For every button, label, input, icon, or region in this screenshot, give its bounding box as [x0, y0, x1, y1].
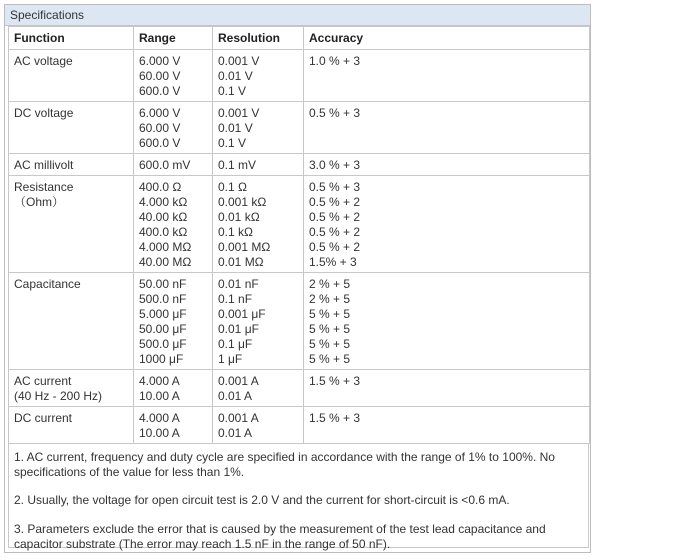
accuracy-value: 5 % + 5: [309, 337, 351, 351]
accuracy-value: 5 % + 5: [309, 307, 351, 321]
function-cell: [9, 407, 134, 444]
table-row: [9, 176, 590, 273]
resolution-cell: [213, 102, 304, 154]
resolution-value: 0.01 V: [218, 121, 253, 135]
function-value: （Ohm）: [14, 195, 65, 209]
resolution-value: 0.01 A: [218, 389, 253, 403]
note-2: 2. Usually, the voltage for open circuit test is 2.0 V and the current for short-circuit is <0.6 mA.: [14, 493, 510, 507]
function-value: AC millivolt: [14, 158, 74, 172]
function-value: AC voltage: [14, 54, 73, 68]
resolution-value: 0.01 μF: [218, 322, 259, 336]
accuracy-value: 0.5 % + 2: [309, 195, 361, 209]
table-row: [9, 50, 590, 102]
accuracy-value: 0.5 % + 2: [309, 225, 361, 239]
resolution-value: 0.001 μF: [218, 307, 266, 321]
panel-title: Specifications: [5, 5, 590, 26]
accuracy-cell: [304, 102, 590, 154]
accuracy-cell: [304, 50, 590, 102]
accuracy-value: 2 % + 5: [309, 292, 351, 306]
resolution-value: 0.01 kΩ: [218, 210, 260, 224]
resolution-value: 1 μF: [218, 352, 243, 366]
accuracy-value: 0.5 % + 3: [309, 180, 361, 194]
accuracy-cell: [304, 273, 590, 370]
function-value: AC current: [14, 374, 72, 388]
resolution-value: 0.1 Ω: [218, 180, 247, 194]
range-value: 500.0 nF: [139, 292, 187, 306]
resolution-value: 0.1 μF: [218, 337, 253, 351]
range-value: 60.00 V: [139, 121, 181, 135]
resolution-value: 0.1 kΩ: [218, 225, 253, 239]
resolution-value: 0.1 nF: [218, 292, 253, 306]
resolution-cell: [213, 370, 304, 407]
range-value: 600.0 mV: [139, 158, 191, 172]
resolution-value: 0.001 V: [218, 54, 260, 68]
resolution-value: 0.01 MΩ: [218, 255, 264, 269]
resolution-value: 0.001 MΩ: [218, 240, 271, 254]
function-cell: [9, 102, 134, 154]
accuracy-value: 3.0 % + 3: [309, 158, 361, 172]
header-accuracy: Accuracy: [304, 27, 590, 50]
accuracy-value: 1.5 % + 3: [309, 411, 361, 425]
range-value: 60.00 V: [139, 69, 181, 83]
range-value: 1000 μF: [139, 352, 184, 366]
accuracy-value: 5 % + 5: [309, 352, 351, 366]
range-cell: [134, 50, 213, 102]
resolution-value: 0.001 A: [218, 411, 259, 425]
table-row: [9, 102, 590, 154]
resolution-value: 0.01 V: [218, 69, 253, 83]
function-value: DC voltage: [14, 106, 74, 120]
header-range: Range: [134, 27, 213, 50]
range-cell: [134, 102, 213, 154]
accuracy-cell: [304, 370, 590, 407]
range-value: 400.0 Ω: [139, 180, 182, 194]
note-1: 1. AC current, frequency and duty cycle are specified in accordance with the range of 1% to 100%. No specifications of the value for less than 1%.: [14, 450, 555, 479]
resolution-cell: [213, 50, 304, 102]
note-3: 3. Parameters exclude the error that is caused by the measurement of the test lead capacitance and capacitor substrate (The error may reach 1.5 nF in the range of 50 nF).: [14, 522, 546, 551]
range-value: 40.00 kΩ: [139, 210, 188, 224]
function-value: Resistance: [14, 180, 74, 194]
range-value: 6.000 V: [139, 54, 181, 68]
range-value: 4.000 kΩ: [139, 195, 188, 209]
accuracy-value: 0.5 % + 2: [309, 210, 361, 224]
table-row: [9, 154, 590, 176]
resolution-value: 0.01 A: [218, 426, 253, 440]
range-value: 4.000 A: [139, 374, 180, 388]
accuracy-value: 1.0 % + 3: [309, 54, 361, 68]
range-cell: [134, 407, 213, 444]
range-value: 40.00 MΩ: [139, 255, 192, 269]
range-value: 10.00 A: [139, 389, 180, 403]
range-value: 10.00 A: [139, 426, 180, 440]
resolution-cell: [213, 154, 304, 176]
range-value: 400.0 kΩ: [139, 225, 188, 239]
resolution-value: 0.001 kΩ: [218, 195, 267, 209]
resolution-value: 0.1 V: [218, 136, 247, 150]
specifications-panel: [4, 4, 591, 553]
table-row: [9, 273, 590, 370]
header-row: [9, 27, 590, 50]
range-cell: [134, 273, 213, 370]
function-cell: [9, 176, 134, 273]
table-row: [9, 407, 590, 444]
table-row: [9, 370, 590, 407]
header-resolution: Resolution: [213, 27, 304, 50]
table-body: [9, 50, 590, 444]
accuracy-cell: [304, 407, 590, 444]
range-value: 5.000 μF: [139, 307, 187, 321]
accuracy-value: 5 % + 5: [309, 322, 351, 336]
function-cell: [9, 370, 134, 407]
accuracy-value: 2 % + 5: [309, 277, 351, 291]
resolution-value: 0.1 V: [218, 84, 247, 98]
specifications-table: [8, 26, 590, 444]
range-value: 600.0 V: [139, 84, 181, 98]
range-value: 4.000 A: [139, 411, 180, 425]
range-value: 4.000 MΩ: [139, 240, 192, 254]
range-cell: [134, 176, 213, 273]
function-value: Capacitance: [14, 277, 81, 291]
notes-section: [8, 444, 589, 551]
range-cell: [134, 154, 213, 176]
function-value: DC current: [14, 411, 73, 425]
range-cell: [134, 370, 213, 407]
resolution-value: 0.001 V: [218, 106, 260, 120]
function-cell: [9, 154, 134, 176]
resolution-value: 0.01 nF: [218, 277, 259, 291]
function-value: (40 Hz - 200 Hz): [14, 389, 103, 403]
range-value: 600.0 V: [139, 136, 181, 150]
accuracy-cell: [304, 176, 590, 273]
accuracy-value: 1.5 % + 3: [309, 374, 361, 388]
range-value: 500.0 μF: [139, 337, 187, 351]
accuracy-cell: [304, 154, 590, 176]
resolution-cell: [213, 273, 304, 370]
resolution-value: 0.1 mV: [218, 158, 257, 172]
range-value: 50.00 nF: [139, 277, 187, 291]
function-cell: [9, 50, 134, 102]
resolution-cell: [213, 407, 304, 444]
accuracy-value: 1.5% + 3: [309, 255, 357, 269]
header-function: Function: [9, 27, 134, 50]
accuracy-value: 0.5 % + 3: [309, 106, 361, 120]
resolution-value: 0.001 A: [218, 374, 259, 388]
range-value: 50.00 μF: [139, 322, 187, 336]
range-value: 6.000 V: [139, 106, 181, 120]
accuracy-value: 0.5 % + 2: [309, 240, 361, 254]
resolution-cell: [213, 176, 304, 273]
function-cell: [9, 273, 134, 370]
